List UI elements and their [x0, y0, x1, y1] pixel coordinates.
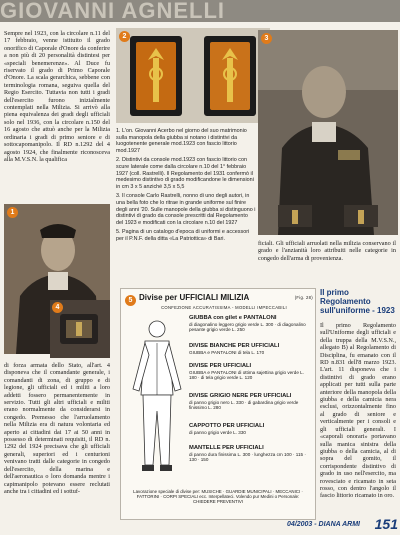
catalog-item [189, 343, 311, 363]
page-number: 151 [374, 516, 398, 532]
footer-issue: 04/2003 - DIANA ARMI [286, 521, 360, 528]
photo-badge-3: 3 [261, 33, 272, 44]
catalog-item-detail: GIUBBA e PANTALONI di ottima sajettina grigio verde L. 180 · di tela grigio verde L. 120 [189, 369, 304, 381]
catalog-item-title: MANTELLE PER UFFICIALI [189, 445, 264, 451]
catalog-item-title: DIVISE GRIGIO NERE PER UFFICIALI [189, 393, 292, 399]
caption-3: 3. Il console Carlo Rastrelli, nonno di uno degli autori, in una bella foto che lo ritrae in grande uniforme sul finire degli anni '20. Sulle manopole della giubba si distinguono i distintivi di grado da console prescritti dal Regolamento del 1923 e modificati con la circolare n.10 del 1927 [116, 193, 256, 226]
column-top-left-text: Sempre nel 1923, con la circolare n.11 del 17 febbraio, venne istituito il grado onorifico di Caporale d'Onore da conferire a non più di 20 personalità distintesi per «speciali benemerenze». Al Duce fu riservato il grado di Primo Caporale d'Onore. La scala gerarchica, sebbene con terminologia romana, seguiva quella del Regio Esercito. Tuttavia non tutti i gradi dell'esercito furono inizialmente contemplati nella Milizia. Si arrivò alla piena equivalenza dei gradi degli ufficiali solo nel 1936, con la circolare n.150 del 16 agosto che attuò anche per la Milizia ordinaria i gradi di primo seniore e di sottocapomanipolo. Il RD n.1292 del 4 agosto 1924, che finalmente riconosceva alla M.V.S.N. la qualifica [4, 30, 110, 163]
catalog-item-title: DIVISE BIANCHE PER UFFICIALI [189, 343, 280, 349]
catalog-item-detail: di panno grigio verde L. 330 [189, 429, 246, 435]
column-bottom-left [4, 362, 110, 512]
catalog-item-detail: di panno grigio nero L. 330 · di gabardina grigio verde finissimo L. 280 [189, 399, 299, 411]
catalog-subtitle: CONFEZIONE ACCURATISSIMA - MODELLI IMPECCABILI [161, 305, 287, 310]
insignia-photo [116, 28, 270, 123]
catalog-item [189, 445, 311, 473]
column-right-top-text: ficiali. Gli ufficiali arruolati nella milizia conservano il grado e l'anzianità loro attribuiti nelle categorie in congedo dell'arma di provenienza. [258, 240, 396, 262]
section-heading: Il primo Regolamento sull'uniforme - 1923 [320, 288, 395, 315]
section-body-text: Il primo Regolamento sull'Uniforme degli ufficiali e della truppa della M.V.S.N., allegato B) al Regolamento di Disciplina, fu emanato con il RD n.831 dell'8 marzo 1923. L'art. 11 disponeva che i distintivi di grado erano applicati per tutti sulla parte anteriore della manopola della giubba e della camicia nera esclusi, orizzontalmente fino al grado di seniore e verticalmente per i consoli e gli ufficiali generali. I «caporali onorari» portavano sulla manica sinistra della giubba o della camicia, al di sopra del gomito, il corrispondente distintivo di grado in uso nell'esercito, ma rovesciato e ricamato in seta rosso, con dentro l'angolo il fascio littorio ricamato in oro. [320, 322, 396, 500]
insignia-illustration [116, 28, 270, 123]
cuff-detail-photo [50, 300, 110, 358]
catalog-item-detail: GIUBBA e PANTALONI di tela L. 170 [189, 349, 265, 355]
column-bottom-left-text: di forza armata dello Stato, all'art. 4 disponeva che il comandante generale, i comandanti di zona, di gruppo e di legione, gli ufficiali ed i militi a loro addetti fossero permanentemente in servizio. Tutti gli altri ufficiali e militi erano normalmente da considerarsi in congedo. Premesso che l'arruolamento nella Milizia era di natura volontaria ed aperto ai cittadini dai 17 ai 50 anni in possesso di determinati requisiti, il RD n. 1292 del 1924 precisava che gli ufficiali generali, superiori ed i centurioni venivano tratti dalle categorie in congedo dell'esercito, della marina e dell'aeronautica o loro domanda mentre i capimanipolo potevano essere reclutati anche tra i cittadini ed i sottuf- [4, 362, 110, 495]
caption-2: 2. Distintivi da console mod.1923 con fascio littorio con scure laterale come dalla circolare n.10 del 1° febbraio 1927 (coll. Rastrelli). Il Regolamento del 1931 confermò il medesimo distintivo di grado modificandone le dimensioni in cm 3 x 5 anziché 3,5 x 5,5 [116, 157, 254, 190]
catalog-item-title: GIUBBA con gilet e PANTALONI [189, 315, 277, 321]
caption-1: 1. L'on. Giovanni Acerbo nel giorno del suo matrimonio sulla manopola della giubba si notano i distintivi da luogotenente generale mod.1923 con fascio littorio mod.1927 [116, 128, 247, 154]
console-portrait-illustration [258, 30, 398, 235]
catalog-items [189, 315, 311, 485]
catalog-code: (Fig. 28) [294, 295, 313, 300]
photo-badge-5: 5 [125, 295, 136, 306]
column-right-top [258, 240, 396, 280]
catalog-title: Divise per UFFICIALI MILIZIA [139, 293, 250, 302]
catalog-item [189, 315, 311, 343]
catalog-footer: Lavorazione speciale di divise per: MUSICHE · GUARDIE MUNICIPALI · MECCANICI · FATTORINI · CORPI SPECIALI ecc. Interpellateci. Volendo pur Medini o Personale: CHIEDERE PREVENTIVI [133, 489, 303, 505]
running-head-title: GIOVANNI AGNELLI [0, 0, 225, 22]
uniform-figure-illustration [127, 315, 187, 485]
captions-box [116, 128, 256, 293]
photo-badge-1: 1 [7, 207, 18, 218]
caption-5: 5. Pagina di un catalogo d'epoca di uniformi e accessori per il P.N.F. della ditta «La Patriottica» di Bari. [116, 229, 250, 242]
catalog-item [189, 393, 311, 423]
catalog-item-title: DIVISE PER UFFICIALI [189, 363, 252, 369]
section-text [320, 322, 396, 510]
catalog-item-title: CAPPOTTO PER UFFICIALI [189, 423, 265, 429]
catalog-item-detail: di diagonalino leggero grigio verde L. 300 · di diagonalino pesante grigio verde L. 250 [189, 321, 306, 333]
catalog-item [189, 423, 311, 445]
catalog-item [189, 363, 311, 393]
photo-badge-4: 4 [52, 302, 63, 313]
catalog-item-detail: di panno dura finissima L. 300 · lunghezza cm 100 · 115 · 130 · 150 [189, 451, 306, 463]
catalog-page [120, 288, 316, 520]
column-top-left [4, 30, 110, 198]
console-photo [258, 30, 398, 235]
photo-badge-2: 2 [119, 31, 130, 42]
